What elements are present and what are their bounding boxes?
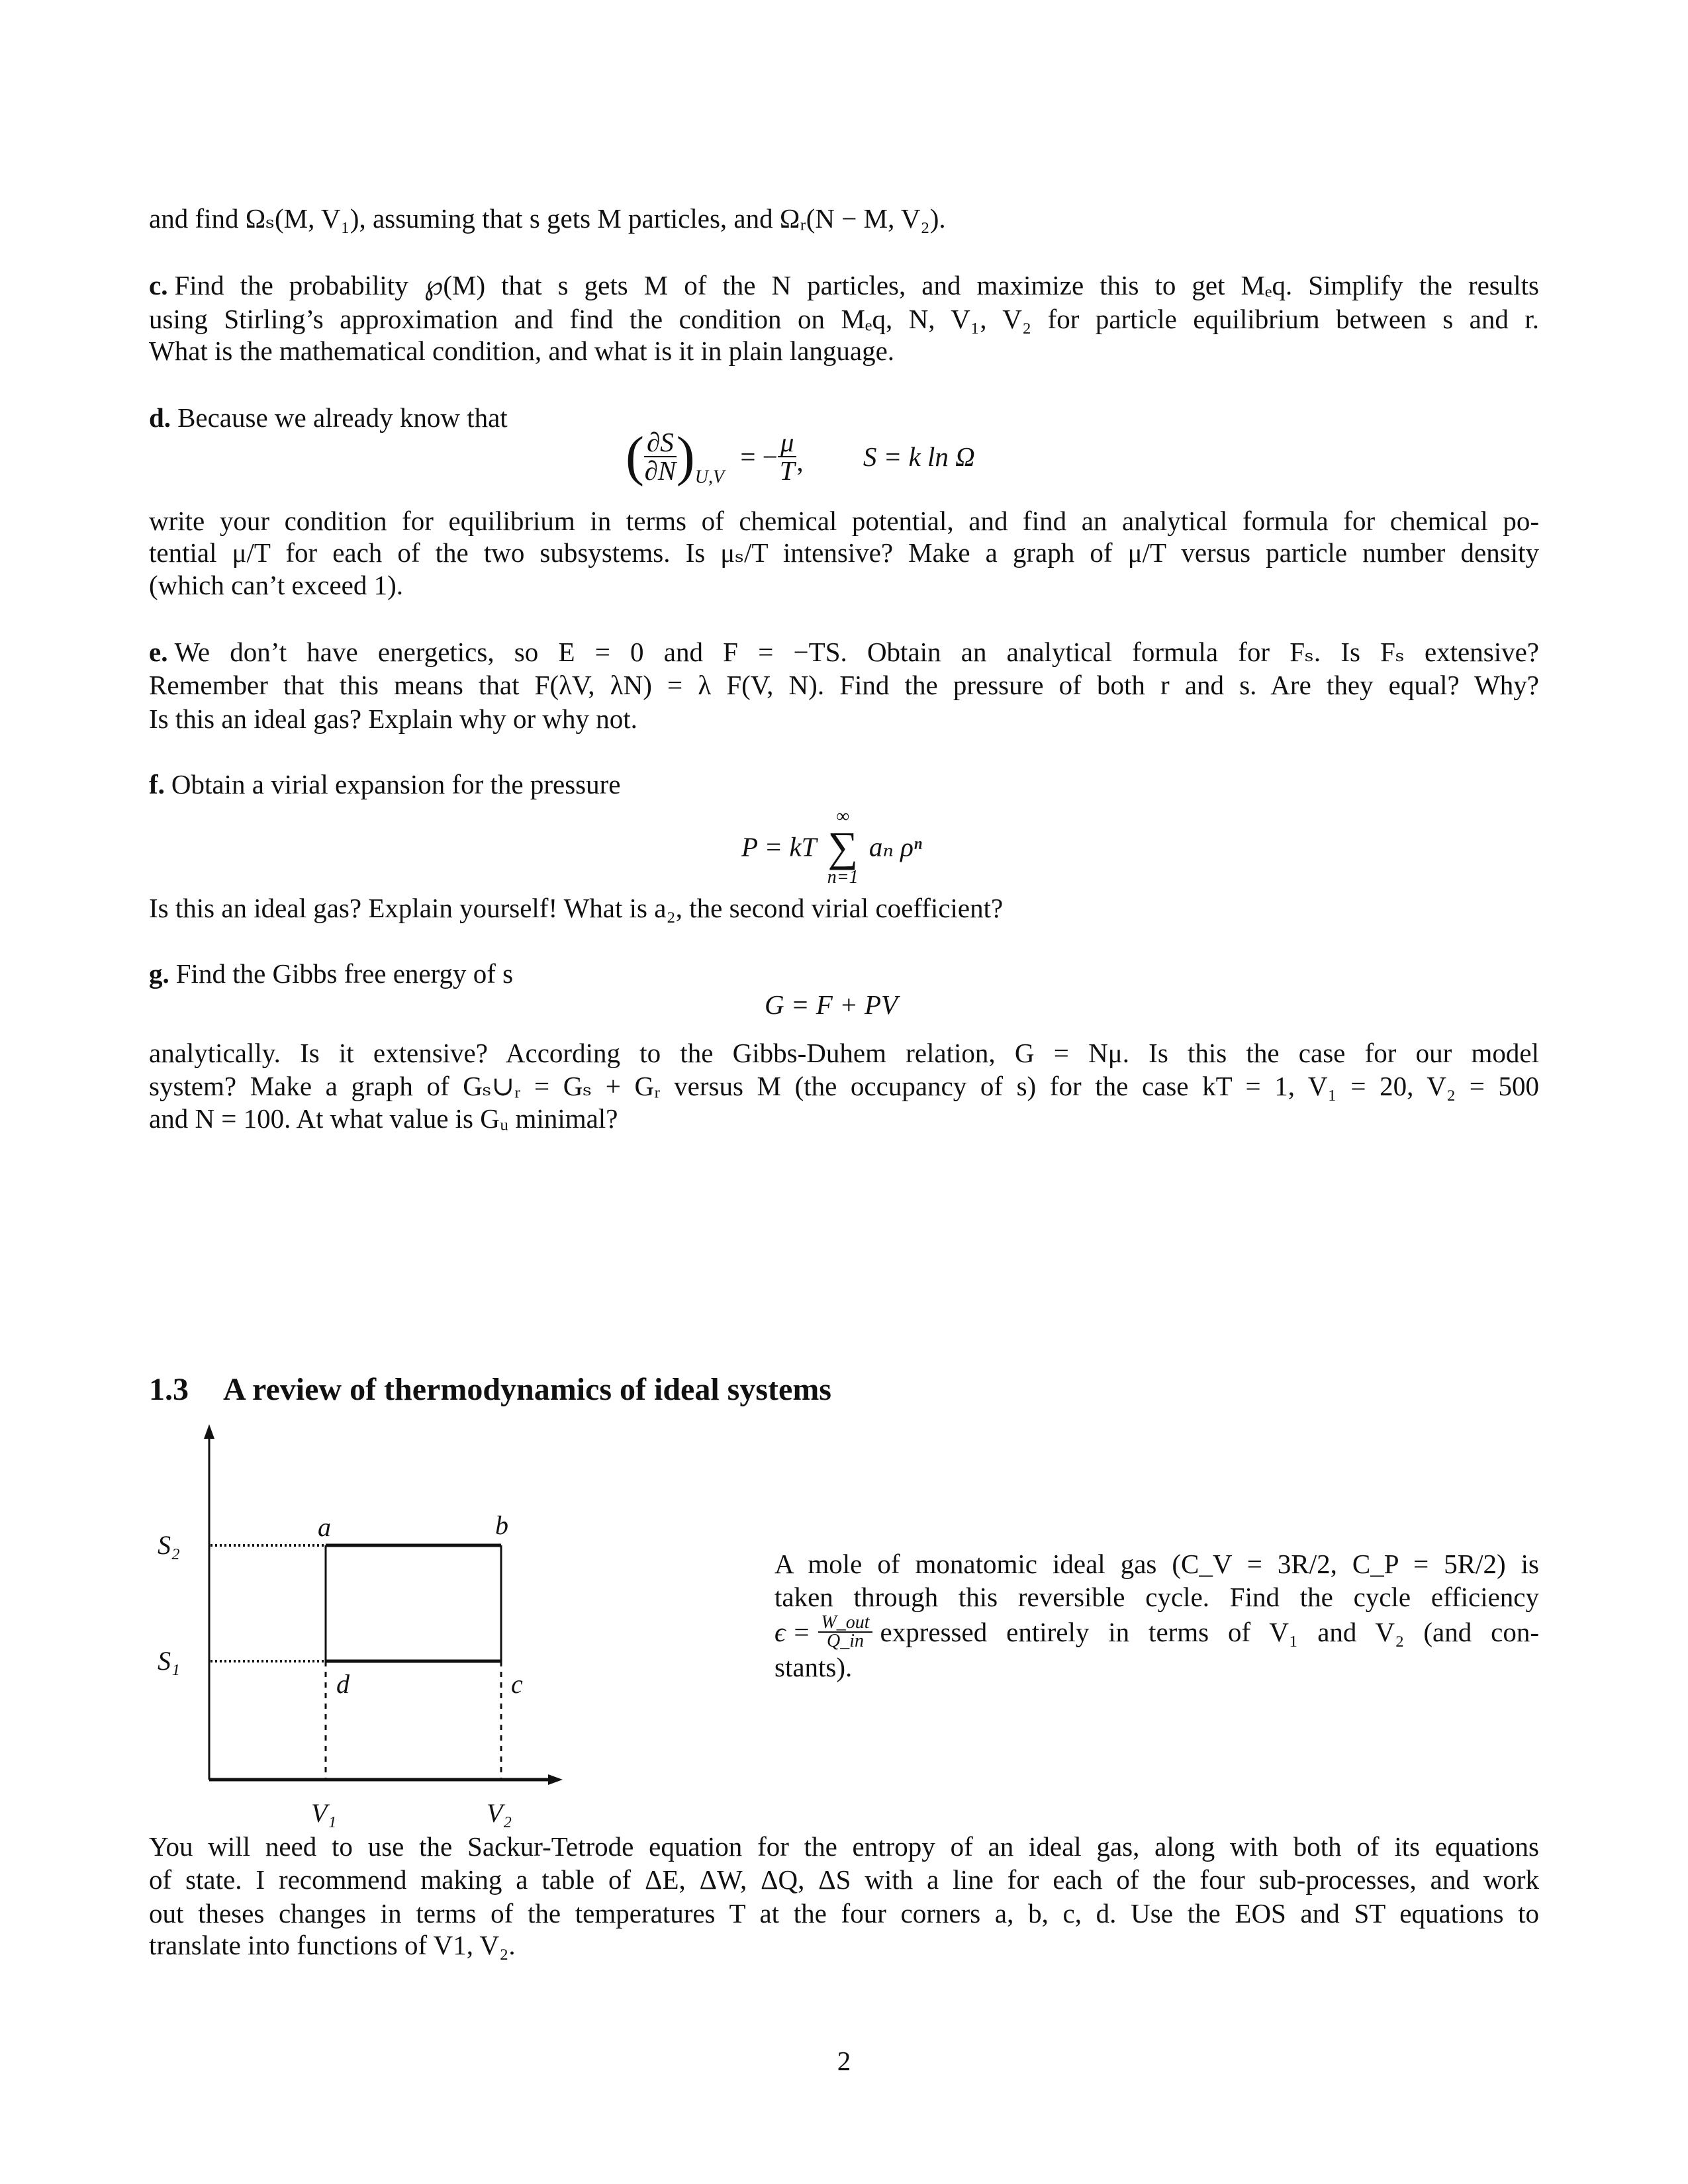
eq-rnum: μ [778, 429, 797, 457]
text: Find the Gibbs free energy of s [175, 958, 514, 989]
part-f-line-2: Is this an ideal gas? Explain yourself! What is a₂, the second virial coefficient? [149, 893, 1004, 923]
eq-second: S = k ln Ω [863, 441, 975, 472]
part-e-label: e. [149, 637, 168, 667]
w-out: W_out [818, 1614, 872, 1633]
sum-upper: ∞ [836, 806, 850, 827]
label-a: a [318, 1512, 331, 1542]
text: Find the probability ℘(M) that s gets M of the N particles, and maximize this to get Mₑq. Simplify the results [174, 270, 1539, 300]
closing-line-1: You will need to use the Sackur-Tetrode equation for the entropy of an ideal gas, along with both of its equations [149, 1831, 1539, 1862]
q-in: Q_in [826, 1631, 864, 1651]
section-number: 1.3 [149, 1372, 189, 1407]
v-axis-arrow-icon [548, 1774, 563, 1785]
part-d-line-4: (which can’t exceed 1). [149, 570, 403, 600]
text: Because we already know that [177, 402, 508, 433]
eq-equals: = − [740, 441, 778, 472]
part-g-line-4: and N = 100. At what value is Gᵤ minimal? [149, 1103, 618, 1134]
eq-sub: U,V [694, 467, 725, 488]
page-number: 2 [837, 2046, 851, 2076]
label-c: c [511, 1669, 523, 1699]
eq-rden: T [779, 455, 795, 486]
eq-term: aₙ ρⁿ [868, 831, 922, 862]
eq-lhs: P = kT [741, 831, 817, 862]
label-b: b [495, 1510, 508, 1540]
text: expressed entirely in terms of V₁ and V₂ (and con- [880, 1617, 1539, 1647]
part-c-line-2: using Stirling’s approximation and find the condition on Mₑq, N, V₁, V₂ for particle equilibrium between s and r. [149, 304, 1539, 334]
part-e-line-3: Is this an ideal gas? Explain why or why not. [149, 704, 637, 734]
eq-comma: , [796, 446, 804, 477]
intro-line: and find Ωₛ(M, V₁), assuming that s gets M particles, and Ωᵣ(N − M, V₂). [149, 203, 946, 234]
problem-line-1: A mole of monatomic ideal gas (C_V = 3R/2, C_P = 5R/2) is [774, 1549, 1539, 1579]
part-c-label: c. [149, 270, 168, 300]
closing-line-3: out theses changes in terms of the temperatures T at the four corners a, b, c, d. Use the EOS and ST equations to [149, 1898, 1539, 1929]
part-g-label: g. [149, 958, 169, 989]
closing-line-4: translate into functions of V1, V₂. [149, 1930, 516, 1960]
part-g-line-3: system? Make a graph of Gₛ∪ᵣ = Gₛ + Gᵣ versus M (the occupancy of s) for the case kT = 1, V₁ = 20, V₂ = 500 [149, 1071, 1539, 1101]
part-e-line-2: Remember that this means that F(λV, λN) = λ F(V, N). Find the pressure of both r and s. Are they equal? Why? [149, 670, 1539, 700]
part-d-line-2: write your condition for equilibrium in terms of chemical potential, and find an analytical formula for chemical po- [149, 506, 1539, 536]
eq-num: ∂S [644, 429, 677, 457]
closing-line-2: of state. I recommend making a table of ΔE, ΔW, ΔQ, ΔS with a line for each of the four sub-processes, and work [149, 1864, 1539, 1895]
part-f-label: f. [149, 769, 165, 799]
part-c-line-3: What is the mathematical condition, and what is it in plain language. [149, 336, 895, 366]
text: Obtain a virial expansion for the pressure [171, 769, 621, 799]
part-d-label: d. [149, 402, 171, 433]
label-s2: S₂ [158, 1530, 180, 1560]
sum-lower: n=1 [827, 867, 859, 887]
eq-den: ∂N [644, 455, 677, 486]
part-d-equation: ( $\frac{\partial S}{\partial N}$ )$_{U,V}$ = − $\frac{\mu}{T}$ , S = k ln Ω [626, 426, 975, 488]
section-title: A review of thermodynamics of ideal systems [223, 1372, 831, 1407]
text: We don’t have energetics, so E = 0 and F = −TS. Obtain an analytical formula for Fₛ. Is Fₛ extensive? [174, 637, 1539, 667]
problem-line-4: stants). [774, 1652, 853, 1682]
efficiency-fraction [818, 1614, 872, 1650]
problem-line-3 [774, 1612, 1539, 1651]
label-v1: V₁ [311, 1798, 337, 1828]
label-d: d [336, 1669, 350, 1699]
s-axis-arrow-icon [204, 1424, 214, 1439]
label-v2: V₂ [487, 1798, 512, 1828]
part-g-line-2: analytically. Is it extensive? According to the Gibbs-Duhem relation, G = Nμ. Is this the case for our model [149, 1038, 1539, 1068]
problem-line-2: taken through this reversible cycle. Find the cycle efficiency [774, 1582, 1539, 1612]
part-g-equation: G = F + PV [765, 989, 898, 1020]
sum-symbol: ∑ [827, 823, 858, 870]
epsilon: ϵ = [774, 1617, 811, 1647]
part-d-line-3: tential μ/T for each of the two subsystems. Is μₛ/T intensive? Make a graph of μ/T versus particle number density [149, 537, 1539, 568]
label-s1: S₁ [158, 1646, 180, 1676]
